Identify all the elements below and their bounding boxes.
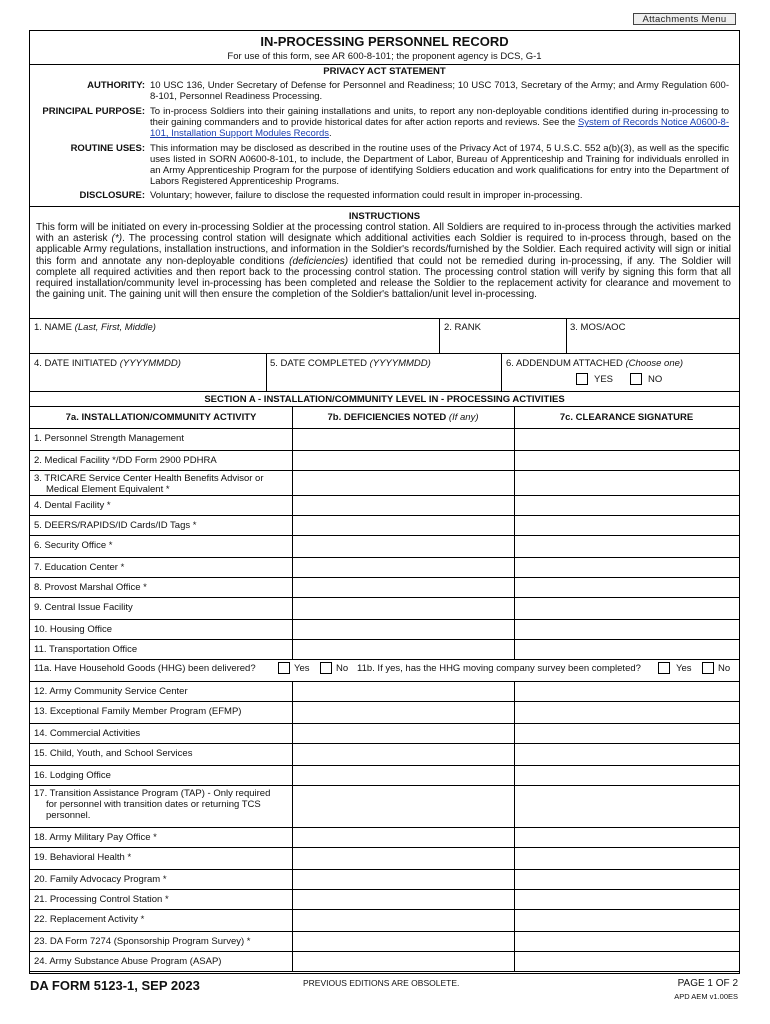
- signature-field[interactable]: [514, 909, 739, 931]
- activity-label: 11. Transportation Office: [34, 644, 138, 655]
- activity-label: 18. Army Military Pay Office *: [34, 832, 157, 843]
- activity-label: 9. Central Issue Facility: [34, 602, 133, 613]
- name-hint: (Last, First, Middle): [74, 322, 156, 333]
- addendum-yes-checkbox[interactable]: [576, 373, 588, 385]
- hhg-question-a: 11a. Have Household Goods (HHG) been delivered?: [34, 663, 256, 674]
- name-label: 1. NAME: [34, 322, 75, 333]
- col-b-label: 7b. DEFICIENCIES NOTED: [327, 412, 449, 423]
- addendum-no-checkbox[interactable]: [630, 373, 642, 385]
- activity-label: 10. Housing Office: [34, 624, 112, 635]
- deficiency-field[interactable]: [292, 723, 514, 743]
- activity-label: 20. Family Advocacy Program *: [34, 874, 167, 885]
- signature-field[interactable]: [514, 847, 739, 869]
- attachments-menu-button[interactable]: Attachments Menu: [633, 13, 736, 25]
- deficiency-field[interactable]: [292, 535, 514, 557]
- instr-part-c: identified that could not be remedied during in-processing, if any. The Soldier will complete all required activities and then report back to the processing control station. The processing control station will verify by signing this form that all required installation/community level in-processing has been completed and release the Soldier to the replacement activity for clearance and movement to the gaining unit. The gaining unit will then ensure the completion of the Soldier's battalion/unit level in-processing.: [36, 255, 731, 301]
- form-title: IN-PROCESSING PERSONNEL RECORD: [260, 34, 509, 49]
- col-deficiencies-header: [292, 412, 514, 423]
- purpose-label: PRINCIPAL PURPOSE:: [42, 106, 145, 117]
- deficiency-field[interactable]: [292, 869, 514, 889]
- purpose-end: .: [329, 128, 332, 139]
- activity-label: 21. Processing Control Station *: [34, 894, 169, 905]
- signature-field[interactable]: [514, 535, 739, 557]
- signature-field[interactable]: [514, 951, 739, 971]
- mos-field[interactable]: 3. MOS/AOC: [570, 322, 626, 333]
- hhg-delivered-yes-checkbox[interactable]: [278, 662, 290, 674]
- activity-label: 4. Dental Facility *: [34, 500, 111, 511]
- date-initiated-hint: (YYYYMMDD): [119, 358, 181, 369]
- addendum-no-label: NO: [648, 374, 663, 385]
- signature-field[interactable]: [514, 639, 739, 659]
- addendum-hint: (Choose one): [625, 358, 684, 369]
- column-divider: [514, 406, 515, 428]
- purpose-body: To in-process Soldiers into their gaining installations and units, to report any non-deployable conditions identified during in-processing to their gaining commanders and to provide historical dates for after action reports and reviews. See the: [150, 106, 729, 128]
- hhg-row: [30, 659, 739, 681]
- purpose-text: [150, 106, 729, 139]
- signature-field[interactable]: [514, 428, 739, 450]
- disclosure-label: DISCLOSURE:: [79, 190, 145, 201]
- activity-label: 6. Security Office *: [34, 540, 113, 551]
- activity-label: 23. DA Form 7274 (Sponsorship Program Survey) *: [34, 936, 251, 947]
- addendum-text: 6. ADDENDUM ATTACHED: [506, 358, 626, 369]
- addendum-label: [506, 358, 683, 369]
- deficiency-field[interactable]: [292, 847, 514, 869]
- hhg-question-b: 11b. If yes, has the HHG moving company survey been completed?: [357, 663, 641, 674]
- signature-field[interactable]: [514, 681, 739, 701]
- deficiency-field[interactable]: [292, 639, 514, 659]
- deficiency-field[interactable]: [292, 701, 514, 723]
- activity-label: 13. Exceptional Family Member Program (EFMP): [34, 706, 242, 717]
- rank-field[interactable]: 2. RANK: [444, 322, 481, 333]
- signature-field[interactable]: [514, 515, 739, 535]
- col-activity-header: 7a. INSTALLATION/COMMUNITY ACTIVITY: [65, 412, 257, 423]
- form-id: DA FORM 5123-1, SEP 2023: [30, 978, 200, 993]
- signature-field[interactable]: [514, 765, 739, 785]
- name-field[interactable]: [34, 322, 156, 333]
- signature-field[interactable]: [514, 743, 739, 765]
- hhg-a-yes-label: Yes: [294, 663, 310, 674]
- deficiency-field[interactable]: [292, 681, 514, 701]
- date-initiated-label: 4. DATE INITIATED: [34, 358, 120, 369]
- activity-label: 22. Replacement Activity *: [34, 914, 145, 925]
- deficiency-field[interactable]: [292, 470, 514, 495]
- activity-label: 17. Transition Assistance Program (TAP) - Only required for personnel with transition dates or returning TCS personnel.: [34, 788, 271, 821]
- deficiency-field[interactable]: [292, 577, 514, 597]
- date-completed-hint: (YYYYMMDD): [369, 358, 431, 369]
- sorn-link[interactable]: System of Records Notice A0600-8-101, Installation Support Modules Records: [150, 117, 729, 139]
- row-divider: [30, 971, 739, 972]
- activity-label: 5. DEERS/RAPIDS/ID Cards/ID Tags *: [34, 520, 197, 531]
- activity-label: 14. Commercial Activities: [34, 728, 141, 739]
- instr-asterisk: (*): [111, 233, 123, 245]
- instr-deficiencies: (deficiencies): [289, 255, 349, 267]
- activity-label: 12. Army Community Service Center: [34, 686, 188, 697]
- deficiency-field[interactable]: [292, 557, 514, 577]
- deficiency-field[interactable]: [292, 743, 514, 765]
- signature-field[interactable]: [514, 701, 739, 723]
- version-label: APD AEM v1.00ES: [674, 992, 738, 1001]
- authority-text: 10 USC 136, Under Secretary of Defense for Personnel and Readiness; 10 USC 7013, Secretary of the Army; and Army Regulation 600-8-101, Personnel Readiness Processing.: [150, 80, 729, 102]
- addendum-yes-label: YES: [594, 374, 614, 385]
- signature-field[interactable]: [514, 827, 739, 847]
- date-completed-field[interactable]: [270, 358, 431, 369]
- deficiency-field[interactable]: [292, 450, 514, 470]
- form-body: [29, 30, 740, 974]
- activity-label: 1. Personnel Strength Management: [34, 433, 184, 444]
- col-signature-header: 7c. CLEARANCE SIGNATURE: [559, 412, 694, 423]
- deficiency-field[interactable]: [292, 931, 514, 951]
- hhg-delivered-no-checkbox[interactable]: [320, 662, 332, 674]
- signature-field[interactable]: [514, 470, 739, 495]
- deficiency-field[interactable]: [292, 495, 514, 515]
- signature-field[interactable]: [514, 557, 739, 577]
- date-initiated-field[interactable]: [34, 358, 181, 369]
- section-a-heading: SECTION A - INSTALLATION/COMMUNITY LEVEL IN - PROCESSING ACTIVITIES: [204, 394, 565, 405]
- signature-field[interactable]: [514, 931, 739, 951]
- col-b-hint: (If any): [448, 412, 479, 423]
- deficiency-field[interactable]: [292, 827, 514, 847]
- signature-field[interactable]: [514, 495, 739, 515]
- obsolete-note: PREVIOUS EDITIONS ARE OBSOLETE.: [303, 978, 460, 988]
- column-divider: [292, 406, 293, 428]
- instructions-text: [36, 222, 731, 300]
- activity-label: 2. Medical Facility */DD Form 2900 PDHRA: [34, 455, 217, 466]
- instructions-heading: INSTRUCTIONS: [348, 211, 421, 222]
- activity-label: 3. TRICARE Service Center Health Benefits Advisor or Medical Element Equivalent *: [34, 473, 264, 495]
- activity-label: 7. Education Center *: [34, 562, 125, 573]
- deficiency-field[interactable]: [292, 515, 514, 535]
- deficiency-field[interactable]: [292, 889, 514, 909]
- hhg-survey-yes-checkbox[interactable]: [658, 662, 670, 674]
- privacy-act-heading: PRIVACY ACT STATEMENT: [323, 66, 446, 77]
- authority-label: AUTHORITY:: [87, 80, 145, 91]
- activity-label: 15. Child, Youth, and School Services: [34, 748, 193, 759]
- deficiency-field[interactable]: [292, 619, 514, 639]
- activity-label: 24. Army Substance Abuse Program (ASAP): [34, 956, 222, 967]
- instr-part-a: This form will be initiated on every in-processing Soldier at the processing control station. All Soldiers are required to in-process through the activities marked with an asterisk: [36, 222, 731, 245]
- signature-field[interactable]: [514, 785, 739, 827]
- deficiency-field[interactable]: [292, 951, 514, 971]
- signature-field[interactable]: [514, 450, 739, 470]
- disclosure-text: Voluntary; however, failure to disclose the requested information could result in improper in-processing.: [150, 190, 583, 201]
- signature-field[interactable]: [514, 597, 739, 619]
- hhg-a-no-label: No: [336, 663, 349, 674]
- signature-field[interactable]: [514, 869, 739, 889]
- hhg-b-no-label: No: [718, 663, 731, 674]
- routine-text: This information may be disclosed as described in the routine uses of the Privacy Act of 1974, 5 U.S.C. 552 a(b)(3), as well as the specific uses listed in SORN A0600-8-101, to include, the Department of Labor, Bureau of Apprenticeship and Training for individuals enrolled in an Army Apprenticeship Program for the purpose of identifying Soldiers education and work qualifications for entry into the Department of Labors Registered Apprenticeship Programs.: [150, 143, 729, 187]
- signature-field[interactable]: [514, 889, 739, 909]
- instr-part-b: . The processing control station will designate which additional activities each Soldier is required to in-process through, based on the applicable Army regulations, installation instructions, and information in the Soldier's records/furnished by the Soldier. Each required activity will sign or initial this form and annotate any non-deployable conditions: [36, 233, 732, 267]
- hhg-survey-no-checkbox[interactable]: [702, 662, 714, 674]
- signature-field[interactable]: [514, 723, 739, 743]
- deficiency-field[interactable]: [292, 909, 514, 931]
- page-number: PAGE 1 OF 2: [677, 978, 738, 989]
- deficiency-field[interactable]: [292, 785, 514, 827]
- deficiency-field[interactable]: [292, 597, 514, 619]
- activity-label: 16. Lodging Office: [34, 770, 111, 781]
- deficiency-field[interactable]: [292, 428, 514, 450]
- deficiency-field[interactable]: [292, 765, 514, 785]
- signature-field[interactable]: [514, 577, 739, 597]
- hhg-b-yes-label: Yes: [676, 663, 692, 674]
- form-subtitle: For use of this form, see AR 600-8-101; the proponent agency is DCS, G-1: [227, 51, 542, 62]
- signature-field[interactable]: [514, 619, 739, 639]
- activity-label: 19. Behavioral Health *: [34, 852, 132, 863]
- routine-label: ROUTINE USES:: [70, 143, 145, 154]
- date-completed-label: 5. DATE COMPLETED: [270, 358, 370, 369]
- activity-label: 8. Provost Marshal Office *: [34, 582, 147, 593]
